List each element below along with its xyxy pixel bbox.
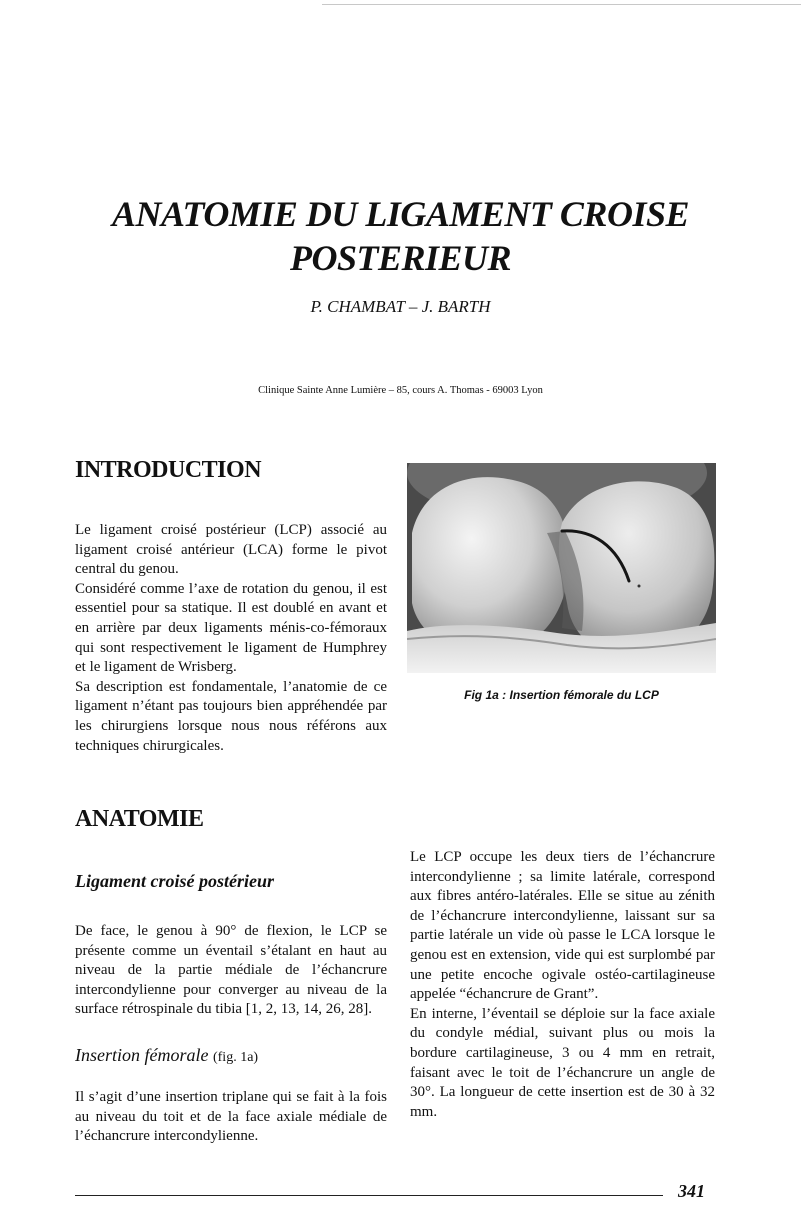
page-number: 341	[678, 1181, 705, 1201]
intro-paragraph: Le ligament croisé postérieur (LCP) associé au ligament croisé antérieur (LCA) forme le pivot central du genou.	[75, 522, 387, 578]
right-paragraph: Le LCP occupe les deux tiers de l’échancrure intercondylienne ; sa limite latérale, correspond aux fibres antéro-latérales. Elle se situe au zénith de l’échancrure intercondylienne, laissant sur sa partie latérale un vide où passe le LCA lorsque le genou est en extension, vide qui est surplombé par une petite encoche ogivale ostéo-cartilagineuse appelée “échancrure de Grant”.	[410, 849, 715, 1003]
right-column-text	[410, 848, 715, 1122]
figure-caption: Fig 1a : Insertion fémorale du LCP	[464, 688, 659, 702]
introduction-text	[75, 521, 387, 756]
insertion-text	[75, 1088, 387, 1147]
article-title	[60, 192, 741, 280]
subheading-insertion-femorale	[75, 1045, 258, 1066]
subheading-lcp: Ligament croisé postérieur	[75, 871, 274, 891]
insertion-heading-text: Insertion fémorale	[75, 1045, 209, 1065]
title-line-2: POSTERIEUR	[289, 238, 512, 278]
anatomie-heading: ANATOMIE	[75, 806, 204, 832]
right-paragraph: En interne, l’éventail se déploie sur la face axiale du condyle médial, suivant plus ou mois la bordure cartilagineuse, 3 ou 4 mm en retrait, faisant avec le toit de l’échancrure un angle de 30°. La longueur de cette insertion est de 30 à 32 mm.	[410, 1005, 715, 1120]
intro-paragraph: Sa description est fondamentale, l’anatomie de ce ligament n’étant pas toujours bien appréhendée par les chirurgiens lorsque nous nous référons aux techniques chirurgicales.	[75, 678, 387, 754]
intro-paragraph: Considéré comme l’axe de rotation du genou, il est essentiel pour sa statique. Il est doublé en avant et en arrière par deux ligaments ménis-co-fémoraux qui sont respectivement le ligament de Humphrey et le ligament de Wrisberg.	[75, 580, 387, 676]
footer-rule	[75, 1195, 663, 1196]
knee-photo-illustration	[407, 463, 716, 673]
insertion-paragraph: Il s’agit d’une insertion triplane qui se fait à la fois au niveau du toit et de la face axiale médiale de l’échancrure intercondylienne.	[75, 1089, 387, 1145]
authors: P. CHAMBAT – J. BARTH	[310, 297, 491, 316]
introduction-heading: INTRODUCTION	[75, 457, 262, 483]
anatomie-text	[75, 922, 387, 1020]
anatomie-paragraph: De face, le genou à 90° de flexion, le LCP se présente comme un éventail s’étalant en haut au niveau de la partie médiale de l’échancrure intercondylienne pour converger au niveau de la surface rétrospinale du tibia [1, 2, 13, 14, 26, 28].	[75, 923, 387, 1018]
top-rule	[322, 4, 801, 5]
affiliation: Clinique Sainte Anne Lumière – 85, cours A. Thomas - 69003 Lyon	[258, 385, 543, 396]
figure-1a-photo	[407, 463, 716, 673]
figure-reference: (fig. 1a)	[212, 1050, 259, 1065]
title-line-1: ANATOMIE DU LIGAMENT CROISE	[112, 194, 689, 234]
